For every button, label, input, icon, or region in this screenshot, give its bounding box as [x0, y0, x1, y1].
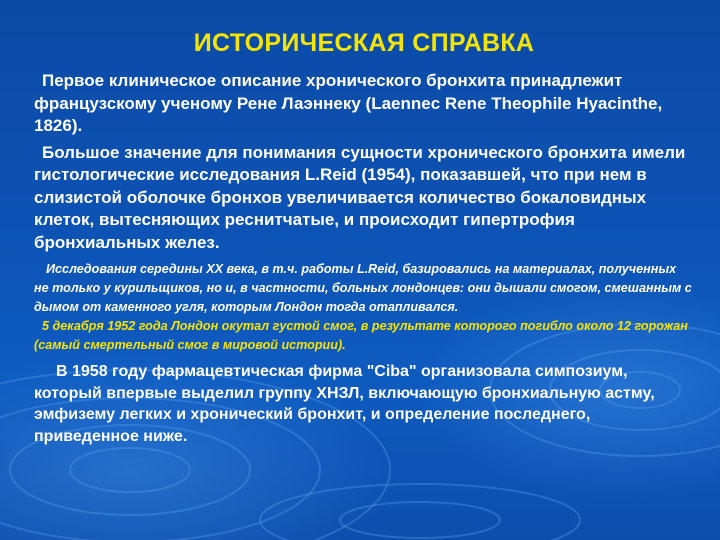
paragraph-smog-1952: 5 декабря 1952 года Лондон окутал густой смог, в результате которого погибло около 12 горожан (самый смертельный смог в мировой истории).	[34, 319, 688, 352]
paragraph-london-research: Исследования середины XX века, в т.ч. работы L.Reid, базировались на материалах, полученных не только у курильщиков, но и, в частности, больных лондонцев: они дышали смогом, смешанным с дымом от каменного угля, которым Лондон тогда отапливался.	[34, 262, 692, 314]
paragraph-ciba-1958: В 1958 году фармацевтическая фирма "Ciba" организовала симпозиум, который впервые выделил группу ХНЗЛ, включающую бронхиальную астму, эмфизему легких и хронический бронхит, и определение последнего, приведенное ниже.	[34, 363, 655, 445]
paragraph-reid: Большое значение для понимания сущности хронического бронхита имели гистологические исследования L.Reid (1954), показавшей, что при нем в слизистой оболочке бронхов увеличивается количество бокаловидных клеток, вытесняющих реснитчатые, и происходит гипертрофия бронхиальных желез.	[34, 142, 686, 252]
paragraph-laennec: Первое клиническое описание хронического бронхита принадлежит французскому ученому Рене Лаэннеку (Laennec Rene Theophile Hyacinthe, 1826).	[34, 71, 663, 135]
slide-title: ИСТОРИЧЕСКАЯ СПРАВКА	[193, 29, 535, 57]
slide-content	[34, 28, 694, 447]
